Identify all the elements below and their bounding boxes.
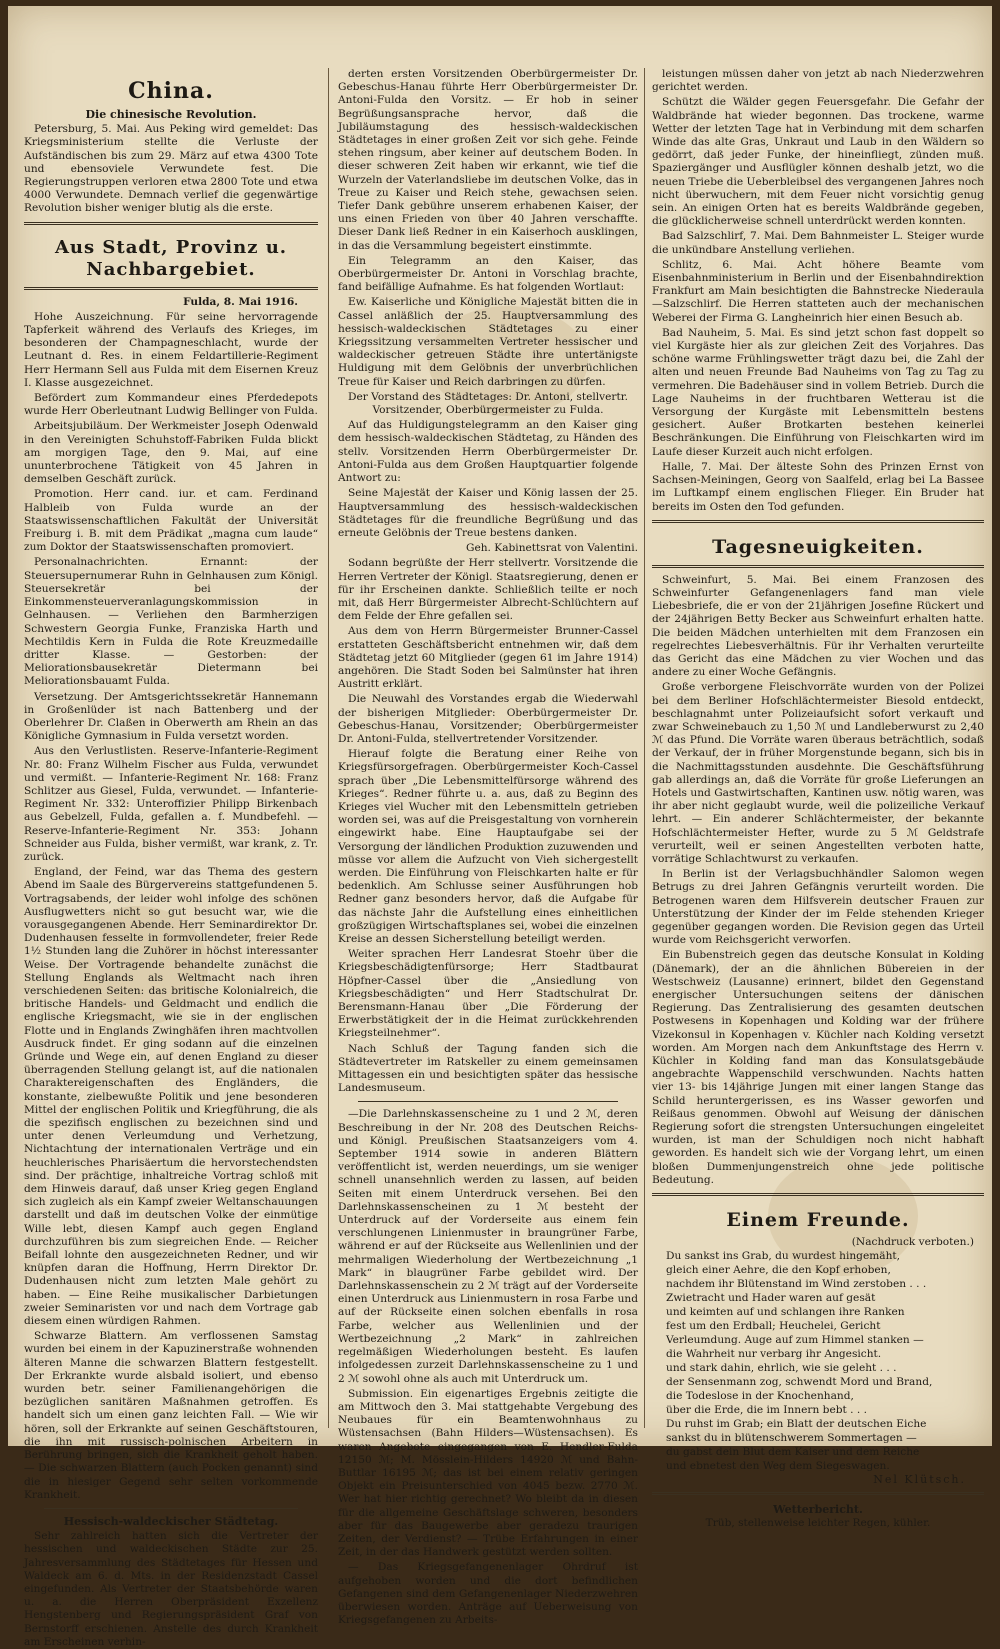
column-left — [24, 66, 318, 1648]
column-right — [652, 68, 984, 1529]
regional-item: Bad Nauheim, 5. Mai. Es sind jetzt schon fast doppelt so viel Kurgäste hier als zur gleichen Zeit des Vorjahres. Das schöne warme Frühlingswetter trägt dazu bei, die Zahl der alten und neuen Freunde Bad Nauheims von Tag zu Tag zu vermehren. Die Badehäuser sind in vollem Betrieb. Durch die Lage Nauheims in der fruchtbaren Wetterau ist die Versorgung der Kurgäste mit Lebensmitteln bestens gesichert. Außer Brotkarten bestehen keinerlei Beschränkungen. Die Einführung von Fleischkarten wird im Laufe dieser Kurzeit auch nicht erfolgen. — [652, 326, 984, 458]
news-item: In Berlin ist der Verlagsbuchhändler Salomon wegen Betrugs zu drei Jahren Gefängnis verurteilt worden. Die Betrogenen waren dem Hilfsverein deutscher Frauen zur Unterstützung der Kinder der im Felde stehenden Krieger gegenüber gegangen worden. Die Revision gegen das Urteil wurde vom Reichsgericht verworfen. — [652, 868, 984, 947]
news-item: Große verborgene Fleischvorräte wurden von der Polizei bei dem Berliner Hofschlächtermeister Biesold entdeckt, beschlagnahmt unter Polizeiaufsicht sofort verkauft und zwar Schweinebauch zu 1,50 ℳ und Landleberwurst zu 2,40 ℳ das Pfund. Die Vorräte waren überaus beträchtlich, sodaß der Verkauf, der in früher Morgenstunde begann, sich bis in die Nachmittagsstunden ausdehnte. Die Geschäftsführung gab allerdings an, daß die Vorräte für große Lieferungen an Hotels und Gastwirtschaften, Kantinen usw. nötig waren, was ihr aber nicht geglaubt wurde, weil die polizeiliche Verkauf lehrt. — Ein anderer Schlächtermeister, der bekannte Hofschlächtermeister Hefter, wurde zu 5 ℳ Geldstrafe verurteilt, weil er seinen Angestellten verboten hatte, vorrätige Schlachtwurst zu verkaufen. — [652, 681, 984, 865]
local-item: Aus den Verlustlisten. Reserve-Infanterie-Regiment Nr. 80: Franz Wilhelm Fischer aus Fulda, verwundet und vermißt. — Infanterie-Regiment Nr. 168: Franz Schlitzer aus Giesel, Fulda, verwundet. — Infanterie-Regiment Nr. 332: Unteroffizier Philipp Birkenbach aus Gebelzell, Fulda, gefallen a. f. Mundbefehl. — Reserve-Infanterie-Regiment Nr. 353: Johann Schneider aus Fulda, bisher vermißt, war krank, z. Tr. zurück. — [24, 745, 318, 863]
poem-line: und keimten auf und schlangen ihre Ranken — [666, 1306, 905, 1319]
staedtetag-heading: Hessisch-waldeckischer Städtetag. — [63, 1514, 279, 1528]
section-divider — [24, 222, 318, 225]
china-article: Petersburg, 5. Mai. Aus Peking wird gemeldet: Das Kriegsministerium stellte die Verluste der Aufständischen bis zum 29. März auf etwa 4300 Tote und ebensoviele Verwundete fest. Die Regierungstruppen verloren etwa 2800 Tote und etwa 4000 Verwundete. Demnach verlief die gegenwärtige Revolution bisher weniger blutig als die erste. — [24, 123, 318, 215]
poem-line: sankst du in blütenschwerem Sommertagen — — [666, 1432, 917, 1445]
article-paragraph: leistungen müssen daher von jetzt ab nach Niederzwehren gerichtet werden. — [652, 68, 984, 94]
news-heading: Tagesneuigkeiten. — [712, 535, 924, 558]
local-item: England, der Feind, war das Thema des gestern Abend im Saale des Bürgervereins stattgefundenen 5. Vortragsabends, der leider wohl infolge des schönen Ausflugwetters nicht so gut besucht war, wie die vorausgegangenen Abende. Herr Seminardirektor Dr. Dudenhausen fesselte in formvollendeter, freier Rede 1½ Stunden lang die Zuhörer in höchst interessanter Weise. Der Vortragende behandelte zunächst die Stellung Englands als Weltmacht nach ihren verschiedenen Seiten: das britische Kolonialreich, die britische Handels- und Geldmacht und endlich die englische Kriegsmacht, wie sie in der englischen Flotte und in Englands Zwinghäfen ihren machtvollen Ausdruck findet. Er ging sodann auf die einzelnen Gründe und Wege ein, auf denen England zu dieser überragenden Stellung gelangt ist, auf die nationalen Charaktereigenschaften des Engländers, die konstante, zielbewußte Politik und jene besonderen Mittel der englischen Politik und Kriegführung, die als die spezifisch englischen zu bezeichnen sind und unter denen Verleumdung und Verhetzung, Nichtachtung der internationalen Verträge und ein heuchlerisches Pharisäertum die hervorstechendsten sind. Der prächtige, inhaltreiche Vortrag schloß mit dem Hinweis darauf, daß unser Krieg gegen England sich zugleich als ein Kampf zweier Weltanschauungen darstellt und daß im deutschen Volke der einmütige Wille lebt, diesen Kampf auch gegen England durchzuführen bis zum siegreichen Ende. — Reicher Beifall lohnte den ausgezeichneten Redner, und wir knüpfen daran die Hoffnung, Herrn Direktor Dr. Dudenhausen nicht zum letzten Male gehört zu haben. — Eine Reihe musikalischer Darbietungen zweier Seminaristen vor und nach dem Vortrage gab diesem einen würdigen Rahmen. — [24, 866, 318, 1328]
news-item: Schweinfurt, 5. Mai. Bei einem Franzosen des Schweinfurter Gefangenenlagers fand man viele Liebesbriefe, die er von der 21jährigen Josefine Rückert und der 24jährigen Betty Becker aus Schweinfurt erhalten hatte. Die beiden Mädchen unterhielten mit dem Franzosen ein regelrechtes Liebesverhältnis. Für ihr Verhalten verurteilte das Gericht das eine Mädchen zu vier Wochen und das andere zu einer Woche Gefängnis. — [652, 573, 984, 679]
local-item: Hohe Auszeichnung. Für seine hervorragende Tapferkeit während des Verlaufs des Krieges, im besonderen der Champagneschlacht, wurde der Leutnant d. Res. in einem Feldartillerie-Regiment Herr Hermann Sell aus Fulda mit dem Eisernen Kreuz I. Klasse ausgezeichnet. — [24, 310, 318, 389]
local-item: Versetzung. Der Amtsgerichtssekretär Hannemann in Großenlüder ist nach Battenberg und der Oberlehrer Dr. Claßen in Oberwerth am Rhein an das Königliche Gymnasium in Fulda versetzt worden. — [24, 690, 318, 743]
article-paragraph: Weiter sprachen Herr Landesrat Stoehr über die Kriegsbeschädigtenfürsorge; Herr Stadtbaurat Höpfner-Cassel über die „Ansiedlung von Kriegsbeschädigten“ und Herr Stadtschulrat Dr. Berensmann-Hanau über „Die Förderung der Erwerbstätigkeit der in die Heimat zurückkehrenden Kriegsteilnehmer“. — [338, 948, 638, 1040]
article-paragraph: Sodann begrüßte der Herr stellvertr. Vorsitzende die Herren Vertreter der Königl. Staatsregierung, denen er für ihr Erscheinen dankte. Schließlich teilte er noch mit, daß Herr Bürgermeister Albrecht-Schlüchtern auf dem Felde der Ehre gefallen sei. — [338, 557, 638, 623]
newspaper-page — [8, 6, 992, 1648]
poem-line: Du ruhst im Grab; ein Blatt der deutschen Eiche — [666, 1418, 927, 1431]
local-item: Promotion. Herr cand. iur. et cam. Ferdinand Halbleib von Fulda wurde an der Staatswissenschaftlichen Fakultät der Universität Freiburg i. B. mit dem Prädikat „magna cum laude“ zum Doktor der Staatswissenschaften promoviert. — [24, 488, 318, 554]
poem-heading: Einem Freunde. — [726, 1209, 910, 1232]
poem-line: und ebnetest den Weg dem Siegeswagen. — [666, 1460, 890, 1473]
poem-author: Nel Klütsch. — [873, 1473, 966, 1487]
poem-line: gleich einer Aehre, die den Kopf erhoben, — [666, 1264, 891, 1277]
poem-line: und stark dahin, ehrlich, wie sie geleht . . . — [666, 1362, 897, 1375]
article-divider — [44, 1508, 298, 1509]
local-item: Personalnachrichten. Ernannt: der Steuersupernumerar Ruhn in Gelnhausen zum Königl. Steuersekretär bei der Einkommensteuerveranlagungskommission in Gelnhausen. — Verliehen den Barmherzigen Schwestern Georgia Funke, Franziska Harth und Mechtildis Kern in Fulda die Rote Kreuzmedaille dritter Klasse. — Gestorben: der Meliorationsbausekretär Dietermann bei Meliorationsbauamt Fulda. — [24, 556, 318, 688]
regional-item: Halle, 7. Mai. Der älteste Sohn des Prinzen Ernst von Sachsen-Meiningen, Georg von Saalfeld, erlag bei La Bassee im Luftkampf einem englischen Flieger. Ein Bruder hat bereits im Osten den Tod gefunden. — [652, 460, 984, 513]
submission-item: Submission. Ein eigenartiges Ergebnis zeitigte die am Mittwoch den 3. Mai stattgehabte Vergebung des Neubaues für ein Beamtenwohnhaus zu Wüstensachsen (Bahn Hilders—Wüstensachsen). Es waren Angebote eingegangen von E. Hendler-Fulda 12150 ℳ; M. Mösslein-Hilders 14920 ℳ und Bahn-Buttlar 16195 ℳ; das ist bei einem relativ geringen Objekt ein Preisunterschied von 4045 bezw. 2770 ℳ. Wer hat hier richtig gerechnet? Wo bleibt da in diesen für die allgemeine Geschäftslage schweren, besonders aber für das Baugewerbe aber geradezu traurigen Zeiten, der Verdienst? — Trübe Erfahrungen in einer Zeit, in der das Handwerk gestützt werden sollten. — [338, 1387, 638, 1559]
weather-report: Trüb, stellenweise leichter Regen, kühler. — [705, 1516, 931, 1529]
article-paragraph: Ein Telegramm an den Kaiser, das Oberbürgermeister Dr. Antoni in Vorschlag brachte, fand beifällige Aufnahme. Es hat folgenden Wortlaut: — [338, 254, 638, 294]
article-paragraph: Aus dem von Herrn Bürgermeister Brunner-Cassel erstatteten Geschäftsbericht entnehmen wir, daß dem Städtetag jetzt 60 Mitglieder (gegen 61 im Jahre 1914) angehören. Die Stadt Soden bei Salmünster hat ihren Austritt erklärt. — [338, 625, 638, 691]
local-item: Arbeitsjubiläum. Der Werkmeister Joseph Odenwald in den Vereinigten Schuhstoff-Fabriken Fulda blickt am morgigen Tage, den 9. Mai, auf eine ununterbrochene Tätigkeit von 45 Jahren in demselben Geschäft zurück. — [24, 420, 318, 486]
poem-line: Zwietracht und Hader waren auf gesät — [666, 1292, 876, 1305]
poem-line: die Todeslose in der Knochenhand, — [666, 1390, 854, 1403]
telegram-reply: Seine Majestät der Kaiser und König lassen der 25. Hauptversammlung des hessisch-waldeckischen Städtetages für die freundliche Begrüßung und das erneute Gelöbnis der Treue bestens danken. — [338, 487, 638, 539]
section-divider — [652, 565, 984, 568]
section-divider — [652, 520, 984, 523]
column-middle — [338, 68, 638, 1627]
telegram-signature: Der Vorstand des Städtetages: Dr. Antoni, stellvertr. Vorsitzender, Oberbürgermeister zu Fulda. — [347, 390, 629, 417]
column-rule — [644, 68, 645, 1428]
staedtetag-article: Sehr zahlreich hatten sich die Vertreter der hessischen und waldeckischen Städte zur 25. Jahresversammlung des Städtetages für Hessen und Waldeck am 6. d. Mts. in der Residenzstadt Cassel eingefunden. Als Vertreter der Staatsbehörde waren u. a. die Herren Oberpräsident Exzellenz Hengstenberg und Regierungspräsident Graf von Bernstorff erschienen. Anstelle des durch Krankheit am Erscheinen verhin- — [24, 1530, 318, 1648]
poem-line: Du sankst ins Grab, du wurdest hingemäht, — [666, 1250, 901, 1263]
article-paragraph: Die Neuwahl des Vorstandes ergab die Wiederwahl der bisherigen Mitglieder: Oberbürgermeister Dr. Gebeschus-Hanau, Vorsitzender; Oberbürgermeister Dr. Antoni-Fulda, stellvertretender Vorsitzender. — [338, 693, 638, 745]
poem-line: die Wahrheit nur verbarg ihr Angesicht. — [666, 1348, 882, 1361]
poem-line: nachdem ihr Blütenstand im Wind zerstoben . . . — [666, 1278, 927, 1291]
telegram-text: Ew. Kaiserliche und Königliche Majestät bitten die in Cassel anläßlich der 25. Hauptversammlung des hessisch-waldeckischen Städtetages zu einer Kriegssitzung versammelten Vertreter hessischer und waldeckischer getreuen Städte ihre untertänigste Huldigung mit dem Gelöbnis der unverbrüchlichen Treue für Kaiser und Reich darbringen zu dürfen. — [338, 296, 638, 388]
poem-line: der Sensenmann zog, schwendt Mord und Brand, — [666, 1376, 933, 1389]
poem-line: Verleumdung. Auge auf zum Himmel stanken — — [666, 1334, 924, 1347]
poem-credit: (Nachdruck verboten.) — [851, 1236, 974, 1249]
local-dateline: Fulda, 8. Mai 1916. — [183, 295, 298, 308]
section-divider — [652, 1492, 984, 1495]
local-item: Befördert zum Kommandeur eines Pferdedepots wurde Herr Oberleutnant Ludwig Bellinger von Fulda. — [24, 392, 318, 418]
china-heading: China. — [128, 78, 214, 104]
article-paragraph: Auf das Huldigungstelegramm an den Kaiser ging dem hessisch-waldeckischen Städtetag, zu Händen des stellv. Vorsitzenden Herrn Oberbürgermeister Dr. Antoni-Fulda aus dem Großen Hauptquartier folgende Antwort zu: — [338, 419, 638, 485]
news-item: Ein Bubenstreich gegen das deutsche Konsulat in Kolding (Dänemark), der an die ähnlichen Bübereien in der Westschweiz (Lausanne) erinnert, bildet den Gegenstand energischer Untersuchungen seitens der dänischen Regierung. Das Zentralisierung des gesamten deutschen Postwesens in Kopenhagen und Kolding war der frühere Vizekonsul in Kopenhagen v. Küchler nach Kolding versetzt worden. Am Morgen nach dem Ankunftstage des Herrn v. Küchler in Kolding fand man das Konsulatsgebäude angebrachte Wappenschild verschwunden. Nachts hatten vier 13- bis 14jährige Jungen mit einer langen Stange das Schild heruntergerissen, es ins Wasser geworfen und Reißaus genommen. Obwohl auf Weisung der dänischen Regierung sofort die strengsten Untersuchungen eingeleitet wurden, ist man der Schuldigen noch nicht habhaft geworden. Es handelt sich wie der Vorgang lehrt, um einen bloßen Dummenjungenstreich ohne jede politische Bedeutung. — [652, 949, 984, 1186]
weather-heading: Wetterbericht. — [773, 1503, 863, 1517]
article-divider — [358, 1101, 618, 1102]
local-item: Schwarze Blattern. Am verflossenen Samstag wurden bei einem in der Kapuzinerstraße wohnenden älteren Manne die schwarzen Blattern festgestellt. Der Erkrankte wurde alsbald isoliert, und ebenso wurden betr. seiner Familienangehörigen die bezüglichen sanitären Maßnahmen getroffen. Es handelt sich um einen ganz leichten Fall. — Wie wir hören, soll der Erkrankte auf seinen Geschäftstouren, die ihn mit russisch-polnischen Arbeitern in Berührung bringen, sich die Krankheit geholt haben. — Die schwarzen Blattern (auch Pocken genannt) sind die in hiesiger Gegend sehr selten vorkommende Krankheit. — [24, 1330, 318, 1501]
forest-fire-item: Schützt die Wälder gegen Feuersgefahr. Die Gefahr der Waldbrände hat wieder begonnen. Das trockene, warme Wetter der letzten Tage hat in Verbindung mit dem scharfen Winde das alte Gras, Unkraut und Laub in den Wäldern so gedörrt, daß jeder Funke, der hineinfliegt, zünden muß. Spaziergänger und Ausflügler können deshalb jetzt, wo die neuen Triebe die Ueberbleibsel des vergangenen Jahres noch nicht überwuchern, mit dem Feuer nicht vorsichtig genug sein. An einigen Orten hat es bereits Waldbrände gegeben, die glücklicherweise schnell unterdrückt werden konnten. — [652, 96, 984, 228]
ohrdruf-item: — Das Kriegsgefangenenlager Ohrdruf ist aufgehoben worden und die dort befindlichen Gefangenen sind dem Gefangenenlager Niederzwehren überwiesen worden. Anträge auf Ueberweisung von Kriegsgefangenen zu Arbeits- — [338, 1561, 638, 1627]
article-paragraph: derten ersten Vorsitzenden Oberbürgermeister Dr. Gebeschus-Hanau führte Herr Oberbürgermeister Dr. Antoni-Fulda den Vorsitz. — Er hob in seiner Begrüßungsansprache hervor, daß die Jubiläumstagung des hessisch-waldeckischen Städtetages in einer großen Zeit vor sich gehe. Feinde stehen ringsum, aber keiner auf deutschem Boden. In dieser schweren Zeit haben wir erkannt, wie tief die Wurzeln der Vaterlandsliebe im deutschen Volke, das in Treue zu Kaiser und Reich stehe, gewachsen seien. Tiefer Dank gebühre unserem erhabenen Kaiser, der uns einen Frieden von über 40 Jahren verschaffte. Dieser Dank ließ Redner in ein Kaiserhoch ausklingen, in das die Versammlung begeistert einstimmte. — [338, 68, 638, 252]
china-subheading: Die chinesische Revolution. — [85, 108, 257, 121]
regional-item: Schlitz, 6. Mai. Acht höhere Beamte vom Eisenbahnministerium in Berlin und der Eisenbahndirektion Frankfurt am Main besichtigten die Bahnstrecke Niederaula—Salzschlirf. Die Herren statteten auch der mechanischen Weberei der Firma G. Langheinrich hier einen Besuch ab. — [652, 258, 984, 324]
article-paragraph: Hierauf folgte die Beratung einer Reihe von Kriegsfürsorgefragen. Oberbürgermeister Koch-Cassel sprach über „Die Lebensmittelfürsorge während des Krieges“. Redner führte u. a. aus, daß zu Beginn des Krieges viel Wucher mit den Lebensmitteln getrieben worden sei, was auf die Preisgestaltung von vornherein eingewirkt habe. Eine Hauptaufgabe sei der Versorgung der ländlichen Produktion zuzuwenden und müsse vor allem die Aufzucht von Vieh sichergestellt werden. Die Einführung von Fleischkarten halte er für bedenklich. Am Schlusse seiner Ausführungen hob Redner ganz besonders hervor, daß die Aufgabe für das nächste Jahr die Aufstellung eines einheitlichen großzügigen Wirtschaftsplanes sei, wobei die einzelnen Kreise an dessen Sicherstellung beteiligt werden. — [338, 748, 638, 945]
section-divider — [24, 287, 318, 290]
poem-line: über die Erde, die im Innern bebt . . . — [666, 1404, 867, 1417]
reply-signature: Geh. Kabinettsrat von Valentini. — [466, 542, 638, 555]
local-heading: Aus Stadt, Provinz u. Nachbargebiet. — [54, 236, 288, 280]
poem-line: fest um den Erdball; Heuchelei, Gericht — [666, 1320, 881, 1333]
poem-line: du gabst dein Blut dem Kaiser und dem Reiche — [666, 1446, 920, 1459]
column-rule — [328, 68, 329, 1428]
poem-body — [666, 1249, 984, 1473]
regional-item: Bad Salzschlirf, 7. Mai. Dem Bahnmeister L. Steiger wurde die unkündbare Anstellung verliehen. — [652, 230, 984, 256]
article-paragraph: Nach Schluß der Tagung fanden sich die Städtevertreter im Ratskeller zu einem gemeinsamen Mittagessen ein und besichtigten später das hessische Landesmuseum. — [338, 1042, 638, 1095]
darlehnskassen-item: —Die Darlehnskassenscheine zu 1 und 2 ℳ, deren Beschreibung in der Nr. 208 des Deutschen Reichs- und Königl. Preußischen Staatsanzeigers vom 4. September 1914 sowie in anderen Blättern veröffentlicht ist, werden neuerdings, um sie weniger schnell unansehnlich werden zu lassen, auf beiden Seiten mit einem Unterdruck versehen. Bei den Darlehnskassenscheinen zu 1 ℳ besteht der Unterdruck auf der Vorderseite aus einem fein verschlungenen Linienmuster in braungrüner Farbe, während er auf der Rückseite aus Wellenlinien und der mehrmaligen Wiederholung der Wertbezeichnung „1 Mark“ in blaugrüner Farbe gebildet wird. Der Darlehnskassenschein zu 2 ℳ trägt auf der Vorderseite einen Unterdruck aus Linienmustern in rosa Farbe und auf der Rückseite einen solchen ebenfalls in rosa Farbe, welcher aus Wellenlinien und der Wertbezeichnung „2 Mark“ in zahlreichen regelmäßigen Wiederholungen besteht. Es laufen infolgedessen zurzeit Darlehnskassenscheine zu 1 und 2 ℳ sowohl ohne als auch mit Unterdruck um. — [338, 1108, 638, 1385]
section-divider — [652, 1193, 984, 1196]
